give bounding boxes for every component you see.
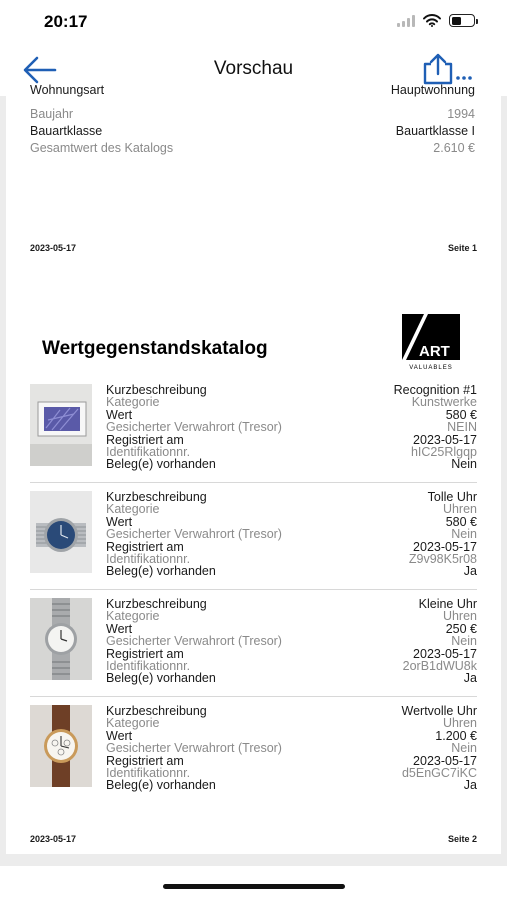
field-row [106, 779, 477, 791]
footer-page-number: Seite 2 [447, 834, 477, 844]
field-value: Nein [451, 457, 477, 472]
field-label: Kurzbeschreibung [106, 383, 207, 397]
meta-value: 2.610 € [433, 141, 475, 155]
field-row [106, 565, 477, 577]
field-value: 1.200 € [435, 728, 477, 743]
page-footer [30, 243, 477, 253]
catalog-item[interactable] [30, 491, 477, 596]
field-row [106, 528, 477, 540]
field-value: 580 € [445, 514, 477, 529]
field-value: Uhren [442, 716, 477, 731]
field-value: Recognition #1 [393, 383, 477, 397]
cellular-signal-icon [397, 15, 415, 27]
field-value: Uhren [442, 609, 477, 624]
field-label: Gesicherter Verwahrort (Tresor) [106, 634, 282, 649]
meta-value: 1994 [447, 107, 475, 121]
item-photo [30, 491, 92, 573]
art-valuables-logo [402, 314, 460, 372]
wifi-icon [423, 14, 441, 27]
field-row [106, 396, 477, 408]
field-label: Wert [106, 514, 133, 529]
meta-label: Wohnungsart [30, 83, 105, 97]
field-label: Beleg(e) vorhanden [106, 457, 216, 472]
field-value: d5EnGC7iKC [401, 766, 477, 781]
page-footer [30, 834, 477, 844]
logo-tagline: VALUABLES [409, 365, 453, 371]
meta-value: Hauptwohnung [390, 83, 475, 97]
footer-date: 2023-05-17 [30, 834, 77, 844]
field-label: Kategorie [106, 716, 160, 731]
field-value: Ja [463, 564, 477, 579]
field-value: Nein [451, 741, 477, 756]
item-divider [30, 482, 477, 483]
field-value: 2023-05-17 [413, 646, 477, 661]
field-row [106, 705, 477, 717]
field-value: 580 € [445, 407, 477, 422]
catalog-item[interactable] [30, 598, 477, 703]
item-fields [106, 598, 477, 685]
field-label: Kategorie [106, 395, 160, 410]
status-time: 20:17 [44, 12, 88, 31]
field-row [106, 742, 477, 754]
field-label: Beleg(e) vorhanden [106, 778, 216, 793]
field-label: Registriert am [106, 432, 184, 447]
footer-page-number: Seite 1 [447, 243, 477, 253]
field-row [106, 421, 477, 433]
field-value: 250 € [445, 621, 477, 636]
field-label: Wert [106, 407, 133, 422]
field-value: 2orB1dWU8k [402, 659, 477, 674]
home-indicator[interactable] [163, 884, 345, 889]
meta-label: Baujahr [30, 107, 74, 121]
meta-label: Bauartklasse [30, 124, 103, 138]
field-row [106, 635, 477, 647]
field-label: Identifikationnr. [106, 766, 191, 781]
field-value: 2023-05-17 [413, 539, 477, 554]
field-label: Identifikationnr. [106, 552, 191, 567]
field-label: Gesicherter Verwahrort (Tresor) [106, 741, 282, 756]
field-value: Ja [463, 671, 477, 686]
status-icons [397, 14, 475, 27]
item-fields [106, 384, 477, 471]
pdf-preview[interactable] [0, 83, 507, 866]
field-row [106, 717, 477, 729]
field-row [106, 503, 477, 515]
meta-row [30, 140, 475, 156]
field-label: Registriert am [106, 753, 184, 768]
meta-row [30, 106, 475, 122]
item-photo [30, 598, 92, 680]
status-bar [0, 0, 507, 44]
share-icon [421, 52, 473, 86]
field-label: Registriert am [106, 646, 184, 661]
meta-row [30, 123, 475, 139]
item-divider [30, 589, 477, 590]
field-value: 2023-05-17 [413, 753, 477, 768]
field-label: Gesicherter Verwahrort (Tresor) [106, 527, 282, 542]
field-label: Beleg(e) vorhanden [106, 671, 216, 686]
battery-icon [449, 14, 475, 27]
field-label: Kategorie [106, 609, 160, 624]
pdf-page-2 [6, 284, 501, 854]
field-value: 2023-05-17 [413, 432, 477, 447]
page-title: Vorschau [213, 58, 294, 79]
field-value: Nein [451, 634, 477, 649]
item-fields [106, 491, 477, 578]
field-row [106, 491, 477, 503]
field-label: Registriert am [106, 539, 184, 554]
meta-row-cut [30, 83, 475, 99]
field-value: Ja [463, 778, 477, 793]
field-row [106, 458, 477, 470]
field-value: Kleine Uhr [418, 597, 477, 611]
field-label: Kurzbeschreibung [106, 597, 207, 611]
field-row [106, 610, 477, 622]
catalog-title: Wertgegenstandskatalog [42, 338, 268, 359]
item-photo [30, 705, 92, 787]
field-label: Identifikationnr. [106, 445, 191, 460]
catalog-item[interactable] [30, 705, 477, 810]
meta-label: Gesamtwert des Katalogs [30, 141, 174, 155]
field-label: Wert [106, 621, 133, 636]
field-label: Kurzbeschreibung [106, 490, 207, 504]
field-row [106, 598, 477, 610]
field-value: hIC25Rlgqp [410, 445, 477, 460]
meta-value: Bauartklasse I [395, 124, 475, 138]
field-label: Kategorie [106, 502, 160, 517]
footer-date: 2023-05-17 [30, 243, 77, 253]
field-label: Beleg(e) vorhanden [106, 564, 216, 579]
field-value: NEIN [447, 420, 477, 435]
field-value: Z9v98K5r08 [408, 552, 477, 567]
field-label: Identifikationnr. [106, 659, 191, 674]
field-value: Wertvolle Uhr [401, 704, 477, 718]
field-value: Tolle Uhr [427, 490, 477, 504]
field-label: Kurzbeschreibung [106, 704, 207, 718]
item-photo [30, 384, 92, 466]
logo-letters: ART [419, 343, 450, 360]
field-label: Gesicherter Verwahrort (Tresor) [106, 420, 282, 435]
catalog-item[interactable] [30, 384, 477, 489]
item-divider [30, 696, 477, 697]
field-value: Kunstwerke [411, 395, 477, 410]
field-value: Uhren [442, 502, 477, 517]
field-value: Nein [451, 527, 477, 542]
field-label: Wert [106, 728, 133, 743]
item-fields [106, 705, 477, 792]
field-row [106, 672, 477, 684]
